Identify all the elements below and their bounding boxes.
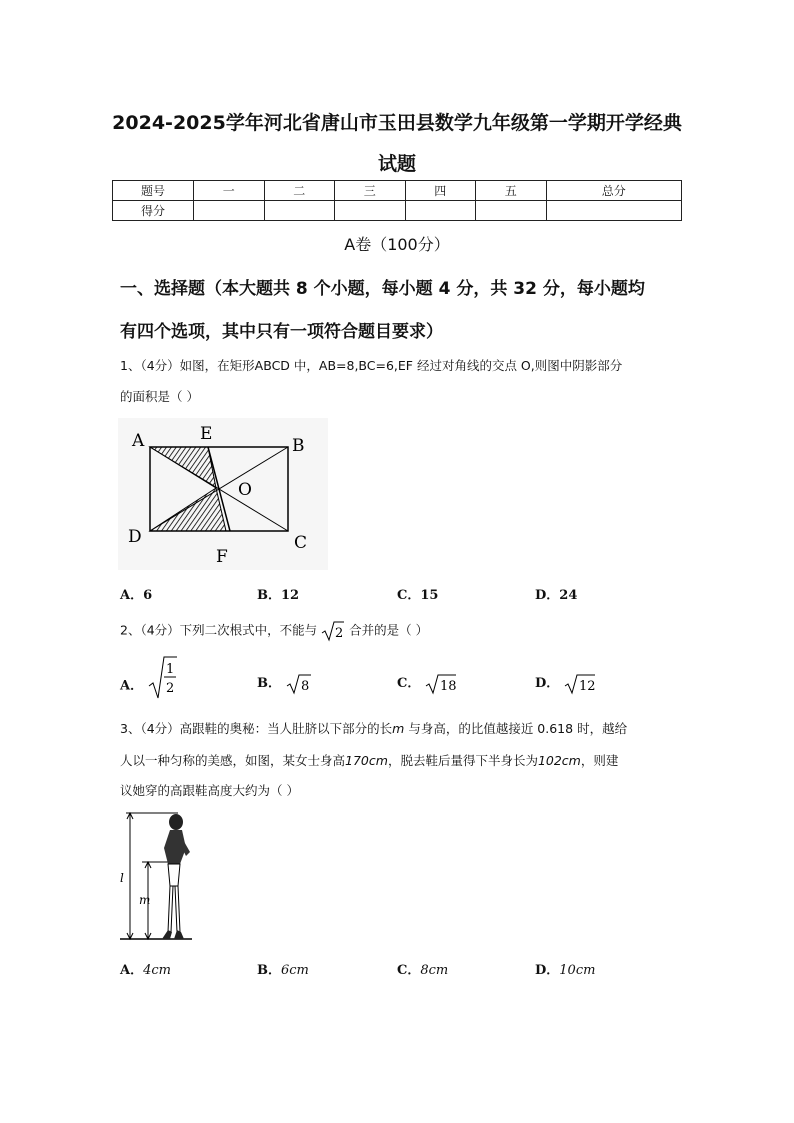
score-input-cell[interactable] <box>546 201 682 221</box>
sqrt-radicand: 2 <box>335 626 344 641</box>
title-line-1: 2024-2025学年河北省唐山市玉田县数学九年级第一学期开学经典 <box>112 112 682 134</box>
score-cell: 四 <box>405 181 476 201</box>
woman-skirt <box>168 864 180 886</box>
option-label: C． <box>397 588 421 603</box>
score-input-cell[interactable] <box>476 201 547 221</box>
q2-option-b[interactable] <box>257 672 312 695</box>
option-text: 15 <box>420 588 439 603</box>
q3-line2-c: ，则建 <box>580 753 619 768</box>
option-label: D． <box>535 676 560 691</box>
label-c: C <box>294 533 308 553</box>
q3-var-m: m <box>392 721 405 736</box>
q3-height: 170cm <box>345 753 388 768</box>
woman-head <box>169 814 183 830</box>
q3-line1-a: 3、（4分）高跟鞋的奥秘：当人肚脐以下部分的长 <box>120 721 393 736</box>
woman-figure <box>118 808 194 942</box>
q3-option-c[interactable] <box>397 959 448 978</box>
option-label: D． <box>535 963 560 978</box>
sqrt-radicand: 18 <box>439 678 457 694</box>
sqrt-fraction-icon <box>148 656 178 700</box>
label-e: E <box>200 424 213 444</box>
q2-option-a[interactable] <box>120 662 178 700</box>
section1-heading-line1: 一、选择题（本大题共 8 个小题，每小题 4 分，共 32 分，每小题均 <box>120 279 645 299</box>
q1-option-a[interactable] <box>120 584 152 603</box>
q2-option-d[interactable] <box>535 672 596 695</box>
q1-line2: 的面积是（ ） <box>120 389 199 404</box>
q1-line1: 1、（4分）如图，在矩形ABCD 中，AB=8,BC=6,EF 经过对角线的交点 O,则图中阴影部分 <box>120 358 623 373</box>
q3-line1 <box>120 719 680 737</box>
option-label: A． <box>120 963 144 978</box>
label-o: O <box>238 480 252 500</box>
label-d: D <box>128 527 142 547</box>
q3-option-b[interactable] <box>257 959 309 978</box>
q3-option-d[interactable] <box>535 959 595 978</box>
q3-line2-b: ，脱去鞋后量得下半身长为 <box>387 753 538 768</box>
q3-line2 <box>120 751 680 769</box>
option-text: 12 <box>281 588 300 603</box>
label-f: F <box>216 547 228 567</box>
shoe-right <box>174 930 184 939</box>
q3-line1-b: 与身高，的比值越接近 0.618 时，越给 <box>404 721 628 736</box>
option-text: 6 <box>143 588 153 603</box>
option-label: B． <box>257 676 281 691</box>
section-a-heading: A卷（100分） <box>344 235 450 254</box>
sqrt-icon <box>286 673 312 695</box>
fraction-numerator: 1 <box>165 662 174 677</box>
rectangle-figure <box>118 418 328 570</box>
woman-leg-right <box>175 886 180 932</box>
option-label: C． <box>397 676 421 691</box>
q2-options <box>120 660 680 702</box>
score-cell: 题号 <box>113 181 194 201</box>
score-input-cell[interactable] <box>194 201 265 221</box>
sqrt-symbol <box>321 620 345 642</box>
score-input-cell[interactable] <box>335 201 406 221</box>
title-line-2: 试题 <box>377 153 416 175</box>
sqrt-icon <box>425 673 457 695</box>
q3-line2-a: 人以一种匀称的美感，如图，某女士身高 <box>120 753 346 768</box>
sqrt-icon <box>564 673 596 695</box>
q2-text-before: 2、（4分）下列二次根式中，不能与 <box>120 622 318 638</box>
q3-leg-length: 102cm <box>537 753 581 768</box>
fraction-denominator: 2 <box>165 681 174 696</box>
score-cell: 得分 <box>113 201 194 221</box>
section1-heading-line2: 有四个选项，其中只有一项符合题目要求） <box>120 322 443 342</box>
score-cell: 五 <box>476 181 547 201</box>
score-input-cell[interactable] <box>264 201 335 221</box>
option-label: A． <box>120 678 144 694</box>
q2-text-after: 合并的是（ ） <box>349 622 429 638</box>
option-text: 6cm <box>281 963 309 978</box>
q2-line <box>120 620 680 642</box>
score-cell: 一 <box>194 181 265 201</box>
woman-leg-left <box>168 886 173 932</box>
label-l: l <box>120 871 124 885</box>
option-text: 10cm <box>559 963 596 978</box>
q3-line3: 议她穿的高跟鞋高度大约为（ ） <box>120 783 299 798</box>
shoe-left <box>162 930 172 939</box>
label-a: A <box>132 431 145 451</box>
score-input-cell[interactable] <box>405 201 476 221</box>
label-b: B <box>292 436 305 456</box>
option-label: B． <box>257 588 281 603</box>
q3-option-a[interactable] <box>120 959 171 978</box>
sqrt-radicand: 8 <box>300 678 309 694</box>
option-text: 4cm <box>143 963 171 978</box>
q1-option-d[interactable] <box>535 584 577 603</box>
score-table-header-row <box>113 181 682 201</box>
score-cell: 三 <box>335 181 406 201</box>
option-label: B． <box>257 963 281 978</box>
q1-option-c[interactable] <box>397 584 438 603</box>
score-cell: 总分 <box>546 181 682 201</box>
score-table <box>112 180 682 221</box>
sqrt-radicand: 12 <box>578 678 596 694</box>
q1-option-b[interactable] <box>257 584 299 603</box>
option-label: C． <box>397 963 421 978</box>
option-text: 8cm <box>420 963 449 978</box>
option-text: 24 <box>559 588 578 603</box>
score-table-score-row <box>113 201 682 221</box>
option-label: A． <box>120 588 144 603</box>
option-label: D． <box>535 588 560 603</box>
q2-option-c[interactable] <box>397 672 457 695</box>
score-cell: 二 <box>264 181 335 201</box>
label-m: m <box>139 893 151 907</box>
